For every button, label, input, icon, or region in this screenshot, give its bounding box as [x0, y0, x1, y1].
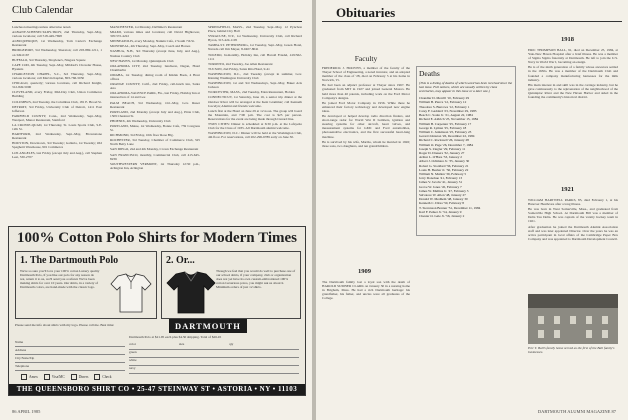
payment-checkbox[interactable] — [44, 374, 50, 380]
house-roof — [528, 294, 618, 308]
payment-option-label: Diners — [78, 374, 89, 379]
calendar-entry: TOLEDO, bi-monthly, Holiday Inn, call Harold Friedel, 419/362-1111 — [208, 52, 302, 61]
death-entry: William C. Jenkinson '25, February 23 — [419, 129, 472, 134]
calendar-entry: PORTLAND, Maine, 1st Wednesday, Bonne Cafe, 759 Congress St. — [110, 123, 200, 133]
calendar-entry: PORTLAND, 2nd Monday (except July and Aug.), Pixie Club, 1509 Chestnut St. — [110, 109, 200, 118]
death-entry: Kenneth C. Dirsa '50, February 8 — [419, 201, 464, 206]
death-entry: Theodore S. Burrows '12, February 1 — [419, 104, 470, 109]
payment-option-label: Check — [102, 374, 112, 379]
calendar-entry: SAN DIEGO, 2nd and 4th Monday, Crown Exchange Restaurant — [110, 147, 199, 152]
form-field-line[interactable]: City/State/Zip — [15, 355, 125, 363]
page-folio: 86 APRIL 1985 — [12, 409, 41, 414]
calendar-entry: WASHINGTON, D.C.: Dinner will be held at the Washington Club, 4th floor. For reservations, call 202-296-6789 early on June 30. — [208, 131, 302, 140]
faculty-obituary — [322, 66, 410, 149]
calendar-entry: WASHINGTON, D.C., 2nd Tuesday (except in summer, Gov. Kinning Washington University Club — [208, 71, 302, 81]
page-folio: DARTMOUTH ALUMNI MAGAZINE 87 — [537, 409, 616, 414]
calendar-entry: OMAHA, 1st Tuesday, dining room of Kiklsk Book, 4 Hour offices — [110, 72, 200, 82]
photo-caption: Eric T. Ball's family home served as the first of the Ball family's businesses. — [528, 346, 615, 354]
order-row-label: white — [129, 358, 137, 362]
calendar-entry: CONNECTICUT, 1st Saturday, June 16, a senior trip dinner at the Outdoor River will be arranged at the Kent Grammar; call Kenneth Joscelyn; Alumni and friends welcome. — [208, 95, 302, 108]
payment-option-label: Amex — [29, 374, 38, 379]
death-entry: Albert J. Ochmare Jr. '35, January 30 — [419, 159, 470, 164]
calendar-entry: SOUTHWESTERN VERMONT, 1st Thursday 12:30 p.m., Arlington Inn, Arlington — [110, 161, 200, 170]
calendar-entry: TWIN CITIES: Dinner is scheduled at 6:30 p.m. at the Lafayette Club for the Class of 1935. All Dartmouth alumni welcome. — [208, 121, 302, 131]
death-entry: T. Stevenson Bonner '51, December 11, 1984 — [419, 205, 481, 210]
order-form-fields — [15, 339, 125, 371]
calendar-entry: TORONTO, 2nd Tuesday, Joe Allen Restaurant — [208, 61, 273, 66]
death-entry: William O. Page '26, December 7, 1984 — [419, 142, 474, 147]
obituary-1921 — [528, 198, 618, 242]
order-column-label: color — [129, 342, 136, 346]
calendar-entry: PALM BEACH, 3rd Wednesday, Oct.-May, Gov. Ruser Restaurant — [110, 100, 200, 109]
calendar-entry: LA CROSSE-QUAD, 1st Thursday, St. Louis Sports Club, S.E. 12th St. — [12, 122, 102, 132]
calendar-entry: ORANGE COUNTY, Calif., 2nd Friday, call-lunch inn, Santa Ana — [110, 82, 200, 91]
faculty-heading: Faculty — [354, 54, 378, 63]
obituary-1909: The Dartmouth family lost a loyal son with the death of HAROLD SUMNER CLARK on January 30 in a nursing home in Brigham, Mass. He had a rich Dartmouth heritage: his grandfather, his father, and uncles were all graduates of the College. — [322, 280, 410, 301]
obituary-paragraph: He had been an adjunct professor at Thayer since 1967. He graduated from MIT in 1927 and joined General Motors. He held more than 40 patents, including work on the Ford Motor Company's designs. — [322, 83, 410, 100]
obituary-1918 — [528, 48, 618, 100]
death-entry: Chandler D. Merrill '10, February 29 — [419, 96, 470, 101]
ad-option-2 — [161, 251, 301, 319]
calendar-entry: TAMPA-ST. PETERSBURG, 1st Tuesday, Sept.-May, Green Hotel, Naveda call Jim Meyer, 8-0407-8041 — [208, 43, 302, 52]
deaths-heading: Deaths — [419, 69, 440, 78]
ad-option-1-text: We're so sure you'll love your 100% cotton Luxury quality Dartmouth Polo, if you like our polo for any reason do not, return it to us, we'll send you a refund. We've been making shirts for over 10 years. Our shirts, in a variety of Dartmouth colors, are hand-made with the classic logo. — [20, 269, 100, 289]
calendar-entry: OKLAHOMA CITY, 2nd Tuesday, luncheon, Degan, Hotel Chamberlin — [110, 63, 200, 72]
house-window — [586, 330, 592, 338]
death-entry: Jerry Donohue '41, February 13 — [419, 176, 463, 181]
order-row[interactable] — [129, 350, 299, 358]
deaths-note: (This is a listing of deaths of which word has been received since the last issue. Full notices, which are usually written by class secretaries, may appear in this issue or a later one.) — [419, 81, 513, 94]
white-polo-shirt-icon — [110, 272, 152, 314]
header-rule — [322, 21, 622, 22]
house-window — [554, 330, 560, 338]
obituary-paragraph: He is of the ninth generation of a family whose ancestors settled in the 1630s. He was a member of the Dartmouth Club and founded a company manufacturing harnesses for the milk industry. — [528, 65, 618, 82]
ad-option-2-title: 2. Or... — [166, 255, 195, 266]
calendar-entry: MINNEAPOLIS, every Monday, Nankin Cafe, 2 South 7th St. — [110, 39, 195, 44]
calendar-column-3 — [208, 25, 302, 140]
class-year-1909: 1909 — [358, 268, 371, 275]
death-entry: William B. Carpenter '25, February 17 — [419, 121, 472, 126]
payment-checkbox[interactable] — [21, 374, 27, 380]
calendar-entry: HARTFORD, 2nd Wednesday, Sept.-May, Brownstone Restaurant — [12, 132, 102, 141]
obituary-paragraph: His main interest in and skill was in the carriage industry, but he gave continuously to the rejuvenation of the neighborhood of the Quinnipiac River and the New Haven Harbor and aided in the founding the community's historical district. — [528, 82, 618, 100]
obituary-paragraph: WILLIAM HARTWELL PARKS, 85, died February 1, at his Hanover Heathcare after a long illness. — [528, 198, 618, 207]
obituary-paragraph: ERIC THOMPSON BALL, 91, died on December 25, 1984, at Yale-New Haven Hospital after a brief illness. He was a member of Sigma Sigma fraternity at Dartmouth. He left to join the U.S. Navy in World War I, becoming an ensign. — [528, 48, 618, 65]
calendar-column-1 — [12, 25, 102, 160]
order-intro: Please send me info about shirts with my logo. Please call me. Best time: — [15, 323, 115, 327]
payment-checkbox[interactable] — [71, 374, 77, 380]
house-window — [570, 316, 576, 324]
left-page — [0, 0, 312, 420]
calendar-entry: NEW HAVEN, 1st Monday, Quinnipiack Club — [110, 58, 174, 63]
dartmouth-label: DARTMOUTH — [169, 319, 247, 333]
calendar-entry: NASHUA, N.H., 3rd Thursday (except June, July, and Aug.), Nashua Country Club — [110, 49, 200, 58]
page-header: Obituaries — [336, 5, 396, 20]
calendar-entry: PHOENIX, 4th Wednesday, University Club — [110, 118, 171, 123]
calendar-entry: BRIDGEPORT, 3rd Wednesday, Sheraton; call 203-869-1211, 1 on 349-0167 — [12, 48, 102, 57]
death-entry: Donald W. Medhem '48, January 30 — [419, 197, 468, 202]
death-entry: James V. Jacobs '41, January 31 — [419, 180, 463, 185]
dark-polo-shirt-icon — [166, 270, 216, 314]
death-entry: Roger D. Dreuers '32, January 27 — [419, 150, 465, 155]
order-row-label: navy — [129, 366, 136, 370]
calendar-entry: BUFFALO, 3rd Thursday, Shaylene's, Niagara Square — [12, 57, 86, 62]
calendar-entry: MANCHESTER, 1st Monday, DeNimer's Restaurant — [110, 25, 183, 29]
ad-option-1 — [15, 251, 157, 319]
death-entry: Joseph S. Ziegler '29, February 11 — [419, 146, 466, 151]
death-entry: Robert G. Stoddard '36, February 21 — [419, 163, 469, 168]
death-entry: William B. Pierce '12, February 12 — [419, 100, 467, 105]
order-row[interactable] — [129, 366, 299, 374]
polo-shirt-ad — [8, 226, 306, 396]
calendar-entry: Luncheon meetings unless otherwise noted. — [12, 25, 72, 29]
calendar-entry: WASHINGTON, 1st and 3rd Wednesdays, Sept.-May, Baker Arts Jackson — [208, 81, 302, 90]
calendar-entry: ROCHESTER, 3rd Tuesday, Chamber of Commerce Club, 325 North Betty Lane — [110, 138, 200, 147]
ad-option-1-title: 1. The Dartmouth Polo — [20, 255, 119, 266]
calendar-entry: COLUMBUS, 2nd Tuesday, the Columbus Club, 181 E. Broad St. — [12, 99, 102, 104]
death-entry: Grove W. Jones '45, February 7 — [419, 184, 462, 189]
form-field-line[interactable]: Name — [15, 339, 125, 347]
order-table-header — [129, 342, 299, 350]
calendar-entry: DETROIT, 3rd Friday, University Club of Detroit, 1411 East Jefferson — [12, 104, 102, 113]
form-field-line[interactable]: Telephone — [15, 363, 125, 371]
header-rule — [12, 21, 302, 22]
death-entry: George R. Lyman '25, February 18 — [419, 125, 467, 130]
payment-option-label: Visa/MC — [51, 374, 65, 379]
order-row-label: green — [129, 350, 137, 354]
calendar-column-2 — [110, 25, 200, 171]
ad-headline: 100% Cotton Polo Shirts for Modern Times — [17, 230, 297, 246]
order-column-label: qty — [229, 342, 234, 346]
ad-option-2-text: Though we feel that you would do well to purchase one of our school shirts, if your company, club or organization does not yet have its own custom-embroidered 100% cotton Luxurious polos, you might ask us about it. Minimum orders of just 12 shirts. — [216, 269, 296, 289]
death-entry: Carey F. Gaddard '23, November 29, 1983 — [419, 108, 477, 113]
calendar-entry: CHARLESTON CHAPEL, S.C., 3rd Thursday, Sept.-May, various locations; call Marvin Kaplan, 803-766-5050 — [12, 71, 102, 81]
calendar-entry: CAPE COD, 4th Tuesday, Sept.-May, Mildred's Chowder House, Hyannis — [12, 62, 102, 71]
obituary-paragraph: After graduation he joined the Dartmouth Alumni Association staff and was later appointed Director. Over the years he was an active participant in local affairs of the Cambridge Paper Box Company and was appointed to Dartmouth Development Council. — [528, 224, 618, 241]
house-window — [602, 316, 608, 324]
deaths-list — [419, 96, 513, 218]
death-entry: Salvatore W. Allen '48, January 27 — [419, 192, 466, 197]
class-year-1918: 1918 — [561, 36, 574, 43]
house-window — [586, 316, 592, 324]
calendar-entry: TUCSON, 2nd Friday, Santa Rita Hotel, 9-41 — [208, 66, 270, 71]
price-line: Dartmouth Polo at $21.95 each plus $4.50 shipping. Total of $26.45 — [129, 335, 222, 339]
calendar-entry: CHICAGO, quarterly; various locations, call Richard Knight, 312-849-5000 — [12, 81, 102, 90]
calendar-entry: SAN FRANCISCO, monthly, Commercial Club, call 415-645-8236 — [110, 152, 200, 161]
obituary-paragraph: He is survived by his wife, Martha, whom he married in 1926; three sons, two daughters, and ten grandchildren. — [322, 139, 410, 148]
death-entry: Gerard Johnston '26, December 22, 1984 — [419, 134, 475, 139]
calendar-entry: ALBANY-SCHENECTADY-TROY, 2nd Thursday, Sept.-May, various locations; call 518-449-7698 — [12, 30, 102, 39]
calendar-entry: Lunch first at the Hotel on June 29 at 12 noon. The group will board the Mountain, and 7:00 p.m. The cost is $25 per person. Reservations for the event are being made through Cunard line. — [208, 108, 302, 121]
calendar-entry: SYRACUSE, N.Y., 1st Wednesday, University Club, call Richard Byron, 315-424-1105 — [208, 34, 302, 43]
payment-options — [15, 374, 112, 380]
death-entry: Chester O. Gale Jr. '56, January 2 — [419, 213, 465, 218]
company-address-bar: THE QUEENSBORO SHIRT CO • 25-47 STEINWAY ST • ASTORIA • NY • 11103 — [9, 384, 305, 395]
obituary-paragraph: He was born in West Somerville, Mass., and graduated from Somerville High School. At Dartmouth Bill was a member of Delta Tau Delta. He was captain of the varsity hockey team in 1921. — [528, 207, 618, 224]
house-window — [554, 316, 560, 324]
house-window — [538, 316, 544, 324]
deaths-listing — [416, 66, 516, 236]
right-page — [316, 0, 628, 420]
death-entry: Richard C. Rockwell '26, January 28 — [419, 138, 469, 143]
class-year-1921: 1921 — [561, 186, 574, 193]
calendar-entry: WORCESTER, MASS., 2nd Tuesday, Eden Restaurant, Holden — [208, 90, 295, 95]
calendar-entry: HOUSTON, Downtown, 3rd Tuesday; Galleria, 1st Tuesday; Old Spaghetti Warehouse, 901 Commerce — [12, 141, 102, 150]
house-photo — [528, 294, 618, 344]
calendar-entry: LOS ANGELES, last Friday (except July and Aug.), call Stephen Leet, 530-2707 — [12, 150, 102, 159]
order-row[interactable] — [129, 358, 299, 366]
calendar-entry: CLEVELAND, every Friday, Mid-Day Club, Union Commerce Building — [12, 90, 102, 99]
page-header: Club Calendar — [12, 5, 73, 16]
calendar-entry: OKLAHOMA-VALENCE PARK, Fla., last Friday, Holiday Inn at intersection of 14 and Lee — [110, 91, 200, 100]
obituary-paragraph: He developed or helped develop radio direction finders, and short-range radar for World War II bombers, ignition and steering systems for other aircraft, heart valves, and measurement systems for GMC and Ford automobiles, photosensitive electronics, and the first successful heart-lung machine. — [322, 114, 410, 139]
death-entry: Louis H. Beaber Jr. '36, February 22 — [419, 167, 469, 172]
payment-checkbox[interactable] — [94, 374, 100, 380]
obituary-paragraph: FREDERICK J. HOOVEN, a member of the faculty of the Thayer School of Engineering, a noted inventor, and an adopted member of the class of '28, died on February 5 at his home in Norwich, Vt. — [322, 66, 410, 83]
calendar-entry: ALBUQUERQUE, 1st Wednesday, Tom Carter's Exchange Restaurant — [12, 39, 102, 48]
calendar-entry: SPRINGFIELD, MASS., 2nd Tuesday, Sept.-May, 12 Pynchon Place, behind City Hall — [208, 25, 302, 34]
calendar-entry: FAIRFIELD COUNTY, Conn., 2nd Wednesday, Sept.-May, Westport, Manor Restaurant, Stamford — [12, 113, 102, 122]
calendar-entry: MONTREAL, 4th Thursday, Sept.-May, Coach and Horses — [110, 44, 191, 49]
house-window — [602, 330, 608, 338]
death-entry: Arthur L. O'Hare '33, January 2 — [419, 155, 462, 160]
death-entry: James W. Mullins Jr. '47, February 3 — [419, 188, 469, 193]
order-column-label: size — [179, 342, 185, 346]
death-entry: Richard E. Aldrich '25, November 15, 1984 — [419, 117, 479, 122]
order-table — [129, 335, 299, 374]
death-entry: Beach C. Soule Jr. '21, August 22, 1984 — [419, 113, 473, 118]
obituary-paragraph: He joined Ford Motor Company in 1956. While there he enhanced their factory technology and developed new engine ideas. — [322, 100, 410, 113]
form-field-line[interactable]: Address — [15, 347, 125, 355]
calendar-entry: MIAMI, various times and locations; call David Hightower, 305/372-4222 — [110, 30, 200, 39]
death-entry: Karl F. Petker Jr. '54, January 9 — [419, 209, 462, 214]
calendar-entry: RICHMOND, 3rd Friday, 10th floor Rose Blg. — [110, 133, 174, 138]
death-entry: William N. Mullen '39, February 5 — [419, 171, 467, 176]
house-window — [538, 330, 544, 338]
